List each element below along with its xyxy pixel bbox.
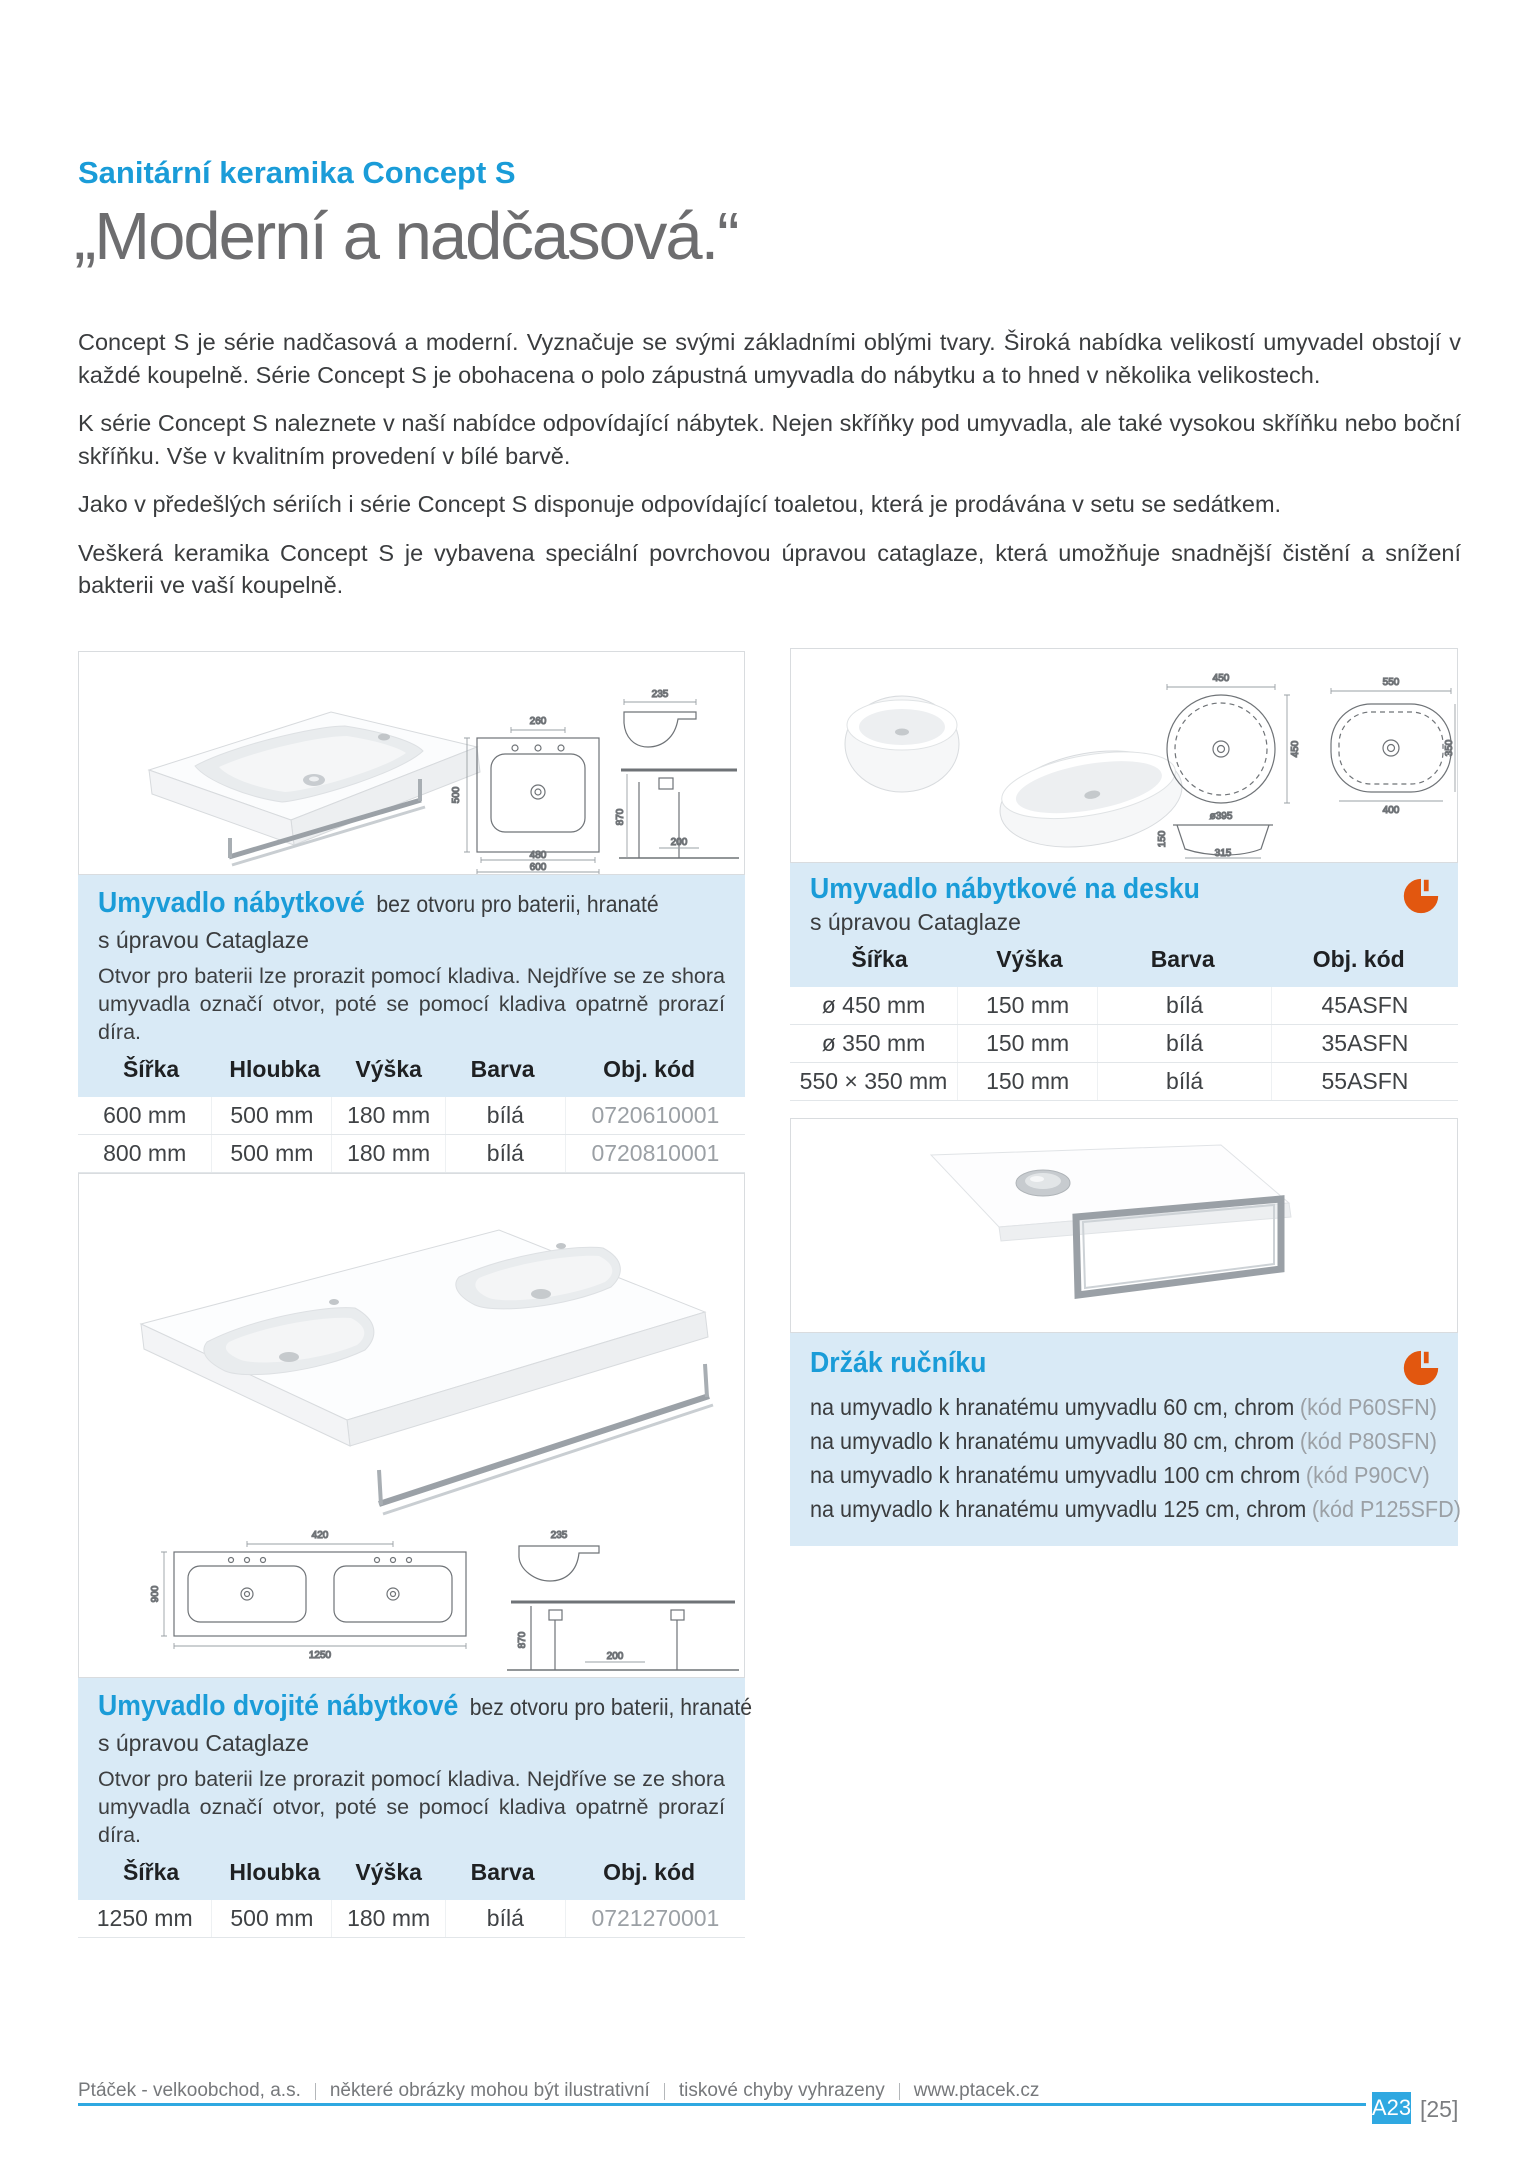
product-heading-suffix: bez otvoru pro baterii, hranaté — [376, 891, 659, 917]
dimension-label: 1250 — [308, 1650, 332, 1661]
order-code: 0720810001 — [565, 1135, 745, 1172]
side-profile-drawing — [519, 1530, 599, 1581]
footer-divider — [899, 2083, 900, 2100]
product-heading: Umyvadlo nábytkové — [98, 887, 365, 919]
washbasin-photo — [149, 712, 480, 865]
variant-code: (kód P125SFD) — [1311, 1496, 1461, 1522]
product-heading: Umyvadlo dvojité nábytkové — [98, 1690, 459, 1722]
order-code: 0720610001 — [565, 1097, 745, 1134]
product-image-drzak-rucniku — [790, 1118, 1458, 1333]
intro-paragraph: Veškerá keramika Concept S je vybavena speciální povrchovou úpravou cataglaze, která umožňuje snadnější čistění a snížení bakterii ve vaší koupelně. — [78, 539, 1461, 598]
product-heading-row — [810, 873, 1388, 906]
product-heading-row — [810, 1347, 1388, 1380]
product-info-panel — [790, 863, 1458, 936]
product-info-panel — [78, 1678, 753, 1849]
product-heading: Držák ručníku — [810, 1347, 987, 1379]
basin-profile-drawing — [1157, 825, 1273, 859]
product-info-panel — [78, 875, 745, 1046]
category-pie-icon — [1400, 875, 1442, 917]
section-page-code: A23 — [1372, 2092, 1411, 2124]
intro-paragraph: K série Concept S naleznete v naší nabídce odpovídající nábytek. Nejen skříňky pod umyvadla, ale také vysokou skříňku nebo boční skříňku. Vše v kvalitním provedení v bílé barvě. — [78, 410, 1461, 469]
product-image-umyvadlo-na-desku — [790, 648, 1458, 863]
variant-code: (kód P90CV) — [1305, 1462, 1430, 1488]
product-image-umyvadlo-dvojite — [78, 1173, 745, 1678]
dimension-label: 235 — [550, 1530, 568, 1541]
product-description: Otvor pro baterii lze prorazit pomocí kladiva. Nejdříve se ze shora umyvadla označí otvor, poté se pomocí kladiva opatrně prorazí díra. — [98, 1767, 725, 1847]
column-header: Výška — [355, 1859, 422, 1885]
dimension-label: 600 — [529, 862, 547, 873]
dimension-label: 350 — [1444, 739, 1455, 757]
column-header: Výška — [355, 1056, 422, 1082]
table-header — [78, 1849, 745, 1900]
variant-line: na umyvadlo k hranatému umyvadlu 125 cm, chrom (kód P125SFD) — [810, 1496, 1461, 1522]
dimension-label: 550 — [1382, 677, 1400, 688]
category-pie-icon — [1400, 1347, 1442, 1389]
product-card-drzak-rucniku — [790, 1118, 1461, 1546]
column-header: Šířka — [851, 946, 908, 972]
dimension-label: 450 — [1290, 740, 1301, 758]
order-code: 35ASFN — [1271, 1025, 1458, 1062]
table-row: ø 350 mm 150 mm bílá 35ASFN — [790, 1025, 1458, 1063]
footer-note: některé obrázky mohou být ilustrativní — [329, 2080, 650, 2101]
footer-meta — [78, 2080, 1039, 2102]
dimension-label: 200 — [606, 1651, 624, 1662]
dimension-label: 480 — [529, 850, 547, 861]
dimension-label: 420 — [311, 1530, 329, 1541]
column-header: Barva — [470, 1056, 535, 1082]
table-header — [790, 936, 1458, 987]
dimension-label: 235 — [651, 689, 669, 700]
product-heading: Umyvadlo nábytkové na desku — [810, 873, 1200, 905]
variant-line: na umyvadlo k hranatému umyvadlu 60 cm, chrom (kód P60SFN) — [810, 1394, 1437, 1420]
dimension-label: 870 — [615, 808, 626, 826]
product-subheading: s úpravou Cataglaze — [98, 1730, 309, 1756]
dimension-label: 870 — [517, 1631, 528, 1649]
footer-divider — [664, 2083, 665, 2100]
dimension-label: 500 — [451, 786, 462, 804]
front-view-drawing — [150, 1530, 466, 1661]
order-code: 55ASFN — [1271, 1063, 1458, 1100]
dimension-label: 900 — [150, 1585, 161, 1603]
column-header: Šířka — [122, 1859, 180, 1885]
order-code: 0721270001 — [565, 1900, 745, 1937]
variant-line: na umyvadlo k hranatému umyvadlu 80 cm, chrom (kód P80SFN) — [810, 1428, 1437, 1454]
footer-website: www.ptacek.cz — [913, 2080, 1040, 2101]
footer-note: tiskové chyby vyhrazeny — [678, 2080, 885, 2101]
intro-paragraph: Jako v předešlých sériích i série Concept S disponuje odpovídající toaletou, která je prodávána v setu se sedátkem. — [78, 491, 1282, 517]
variant-lines — [810, 1390, 1461, 1546]
washbasin-photo-and-drawing — [79, 652, 744, 874]
product-card-umyvadlo-dvojite — [78, 1173, 753, 1938]
table-row: 600 mm 500 mm 180 mm bílá 0720610001 — [78, 1097, 745, 1135]
column-header: Barva — [1150, 946, 1215, 972]
dimension-label: 315 — [1214, 848, 1232, 859]
variant-code: (kód P60SFN) — [1299, 1394, 1437, 1420]
page-number: [25] — [1420, 2096, 1459, 2122]
column-header: Šířka — [122, 1056, 180, 1082]
table-row: 800 mm 500 mm 180 mm bílá 0720810001 — [78, 1135, 745, 1173]
round-basin-photo — [845, 696, 959, 792]
dimension-label: 400 — [1382, 805, 1400, 816]
column-header: Obj. kód — [1312, 946, 1405, 972]
product-heading-row — [98, 887, 675, 920]
side-profile-drawing — [624, 689, 696, 747]
column-header: Obj. kód — [603, 1056, 696, 1082]
oval-top-view-drawing — [1331, 677, 1455, 816]
dimension-label: ø395 — [1209, 811, 1233, 822]
column-header: Hloubka — [229, 1859, 321, 1885]
double-washbasin-photo-and-drawing — [79, 1174, 744, 1677]
footer-rule — [78, 2103, 1366, 2106]
product-heading-suffix: bez otvoru pro baterii, hranaté — [469, 1694, 753, 1720]
product-image-umyvadlo-nabytkove — [78, 651, 745, 875]
table-row: 550 × 350 mm 150 mm bílá 55ASFN — [790, 1063, 1458, 1101]
product-subheading: s úpravou Cataglaze — [98, 927, 309, 953]
column-header: Barva — [470, 1859, 535, 1885]
basin-photo-and-drawing — [791, 649, 1457, 862]
product-description: Otvor pro baterii lze prorazit pomocí kladiva. Nejdříve se ze shora umyvadla označí otvor, poté se pomocí kladiva opatrně prorazí díra. — [98, 964, 725, 1044]
product-card-umyvadlo-nabytkove — [78, 651, 745, 1211]
front-view-drawing — [615, 770, 739, 858]
dimension-label: 450 — [1212, 673, 1230, 684]
table-header — [78, 1046, 745, 1097]
top-view-drawing — [451, 716, 599, 874]
dimension-label: 260 — [529, 716, 547, 727]
installation-drawing — [507, 1602, 739, 1670]
footer-company: Ptáček - velkoobchod, a.s. — [78, 2080, 301, 2101]
variant-line: na umyvadlo k hranatému umyvadlu 100 cm chrom (kód P90CV) — [810, 1462, 1430, 1488]
product-info-panel — [790, 1333, 1461, 1546]
column-header: Výška — [996, 946, 1063, 972]
dimension-label: 200 — [670, 837, 688, 848]
page-title: „Moderní a nadčasová.“ — [74, 199, 738, 274]
product-subheading: s úpravou Cataglaze — [810, 909, 1021, 935]
intro-paragraphs — [78, 326, 1461, 618]
variant-code: (kód P80SFN) — [1299, 1428, 1437, 1454]
series-eyebrow: Sanitární keramika Concept S — [78, 155, 516, 190]
intro-paragraph: Concept S je série nadčasová a moderní. Vyznačuje se svými základními oblými tvary. Široká nabídka velikostí umyvadel obstojí v každé koupelně. Série Concept S je obohacena o polo zápustná umyvadla do nábytku a to hned v několika velikostech. — [78, 329, 1461, 388]
table-row: ø 450 mm 150 mm bílá 45ASFN — [790, 987, 1458, 1025]
column-header: Hloubka — [229, 1056, 321, 1082]
footer-divider — [315, 2083, 316, 2100]
product-heading-row — [98, 1690, 753, 1723]
double-washbasin-photo — [141, 1230, 713, 1514]
column-header: Obj. kód — [603, 1859, 696, 1885]
round-top-view-drawing — [1167, 673, 1301, 822]
towel-rail-photo — [791, 1119, 1457, 1332]
table-row: 1250 mm 500 mm 180 mm bílá 0721270001 — [78, 1900, 745, 1938]
order-code: 45ASFN — [1271, 987, 1458, 1024]
dimension-label: 150 — [1157, 830, 1168, 848]
product-card-umyvadlo-na-desku — [790, 648, 1458, 1101]
